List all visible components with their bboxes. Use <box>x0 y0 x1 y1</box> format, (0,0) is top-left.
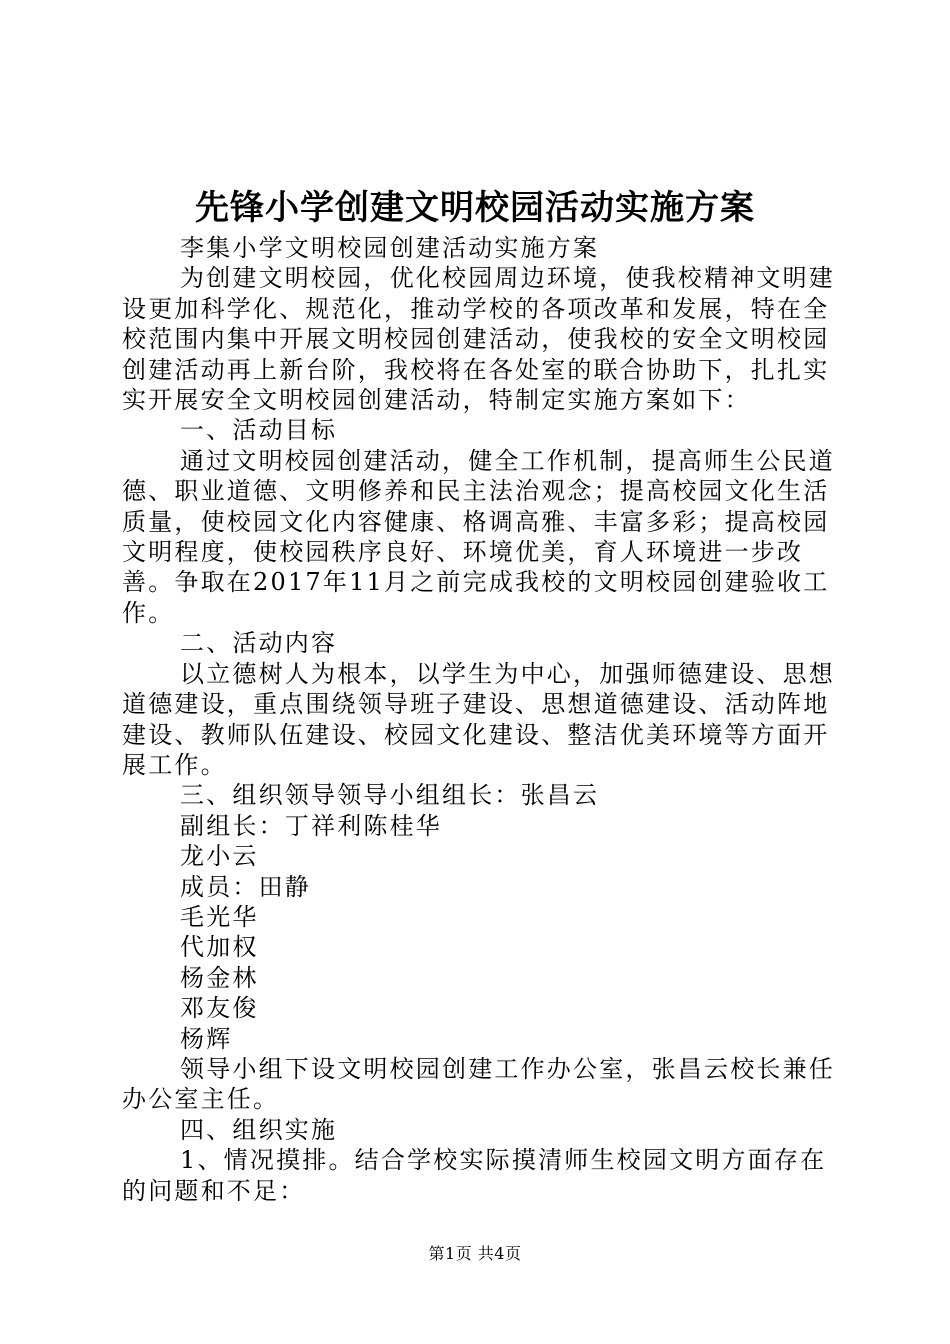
paragraph-section-1: 通过文明校园创建活动，健全工作机制，提高师生公民道德、职业道德、文明修养和民主法治观念；提高校园文化生活质量，使校园文化内容健康、格调高雅、丰富多彩；提高校园文明程度，使校园秩序良好、环境优美，育人环境进一步改善。争取在2017年11月之前完成我校的文明校园创建验收工作。 <box>122 446 835 627</box>
paragraph-intro: 为创建文明校园，优化校园周边环境，使我校精神文明建设更加科学化、规范化，推动学校的各项改革和发展，特在全校范围内集中开展文明校园创建活动，使我校的安全文明校园创建活动再上新台阶，我校将在各处室的联合协助下，扎扎实实开展安全文明校园创建活动，特制定实施方案如下： <box>122 264 835 415</box>
heading-section-3: 三、组织领导领导小组组长：张昌云 <box>180 781 600 810</box>
list-item-member: 杨金林 <box>180 963 259 992</box>
list-item-member: 邓友俊 <box>180 994 259 1023</box>
page-footer: 第1页 共4页 <box>428 1244 522 1263</box>
list-item-members-label: 成员：田静 <box>180 872 311 901</box>
document-body <box>122 233 840 1206</box>
list-item-member: 毛光华 <box>180 902 259 931</box>
heading-section-1: 一、活动目标 <box>180 416 338 445</box>
paragraph-section-2: 以立德树人为根本，以学生为中心，加强师德建设、思想道德建设，重点围绕领导班子建设、思想道德建设、活动阵地建设、教师队伍建设、校园文化建设、整洁优美环境等方面开展工作。 <box>122 659 835 779</box>
list-item-member: 杨辉 <box>180 1024 233 1053</box>
list-item-member: 代加权 <box>180 933 259 962</box>
paragraph-section-4-item-1: 1、情况摸排。结合学校实际摸清师生校园文明方面存在的问题和不足： <box>122 1146 827 1205</box>
paragraph-office: 领导小组下设文明校园创建工作办公室，张昌云校长兼任办公室主任。 <box>122 1054 835 1114</box>
document-title: 先锋小学创建文明校园活动实施方案 <box>195 188 755 228</box>
heading-section-4: 四、组织实施 <box>180 1115 338 1144</box>
paragraph-subtitle: 李集小学文明校园创建活动实施方案 <box>180 234 600 262</box>
list-item-member: 龙小云 <box>180 842 259 871</box>
heading-section-2: 二、活动内容 <box>180 629 338 658</box>
list-item-deputy-leaders: 副组长：丁祥利陈桂华 <box>180 811 442 840</box>
